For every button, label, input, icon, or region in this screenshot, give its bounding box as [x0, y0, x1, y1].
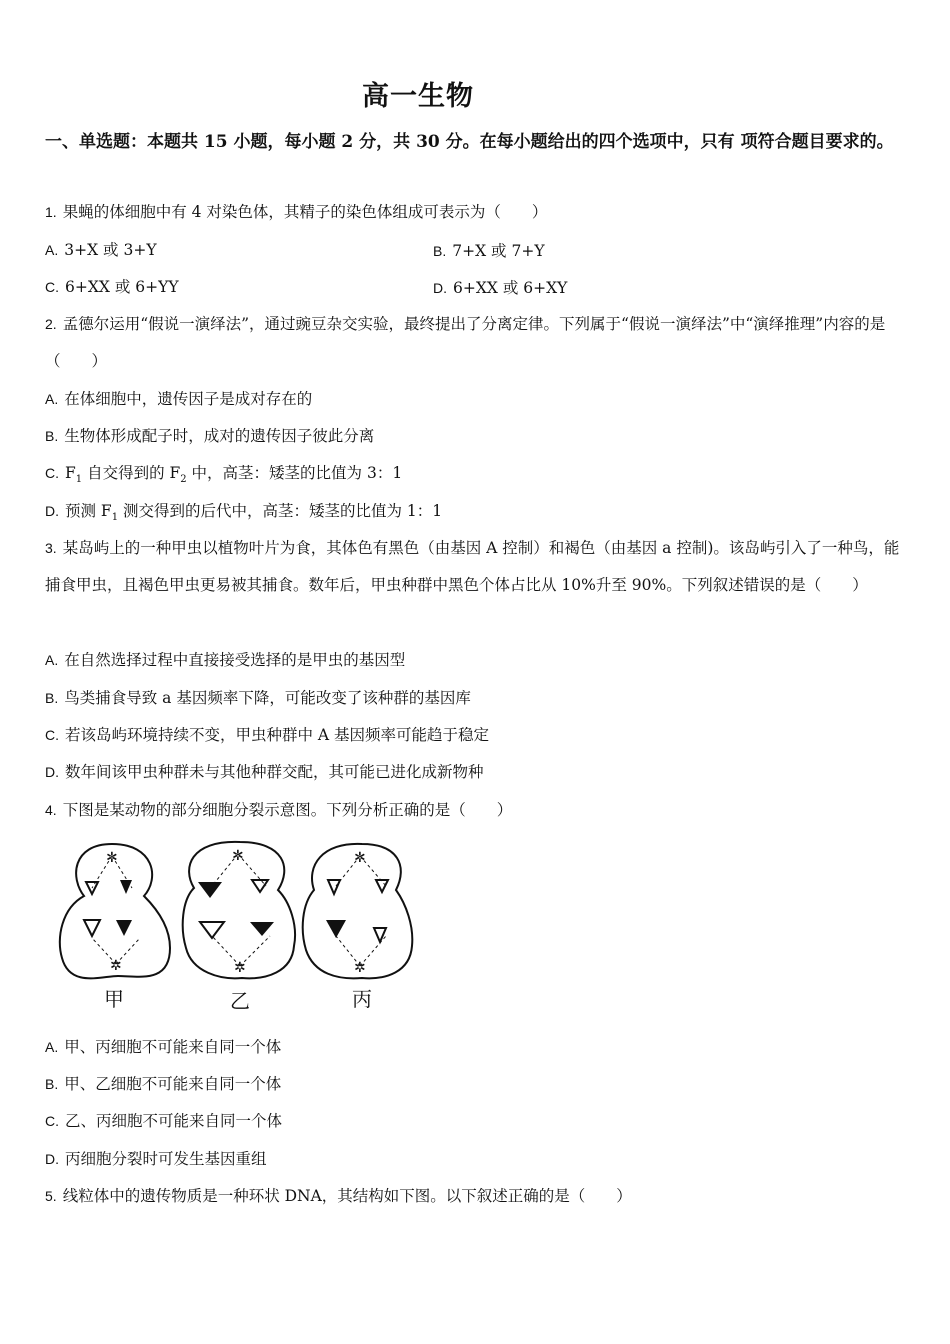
cell-label-jia: 甲	[104, 987, 124, 1011]
section-heading: 一、单选题：本题共 15 小题，每小题 2 分，共 30 分。在每小题给出的四个选项中，只有 项符合题目要求的。	[45, 132, 894, 152]
svg-text:✲: ✲	[110, 958, 122, 974]
q3-option-b: B. 鸟类捕食导致 a 基因频率下降，可能改变了该种群的基因库	[45, 689, 471, 707]
q1-option-a: A. 3+X 或 3+Y	[45, 241, 157, 259]
svg-text:✲: ✲	[354, 960, 366, 976]
question-5-stem: 5. 线粒体中的遗传物质是一种环状 DNA，其结构如下图。以下叙述正确的是（ ）	[45, 1187, 632, 1205]
cell-label-yi: 乙	[230, 989, 250, 1013]
question-2-stem: 2. 孟德尔运用“假说一演绎法”，通过豌豆杂交实验，最终提出了分离定律。下列属于“假说一演绎法”中“演绎推理”内容的是（ ）	[45, 315, 886, 370]
q4-option-a: A. 甲、丙细胞不可能来自同一个体	[45, 1038, 282, 1056]
q1-option-b: B. 7+X 或 7+Y	[433, 242, 545, 260]
cell-division-figure	[52, 838, 414, 1013]
q1-option-d: D. 6+XX 或 6+XY	[433, 279, 568, 297]
q2-option-b: B. 生物体形成配子时，成对的遗传因子彼此分离	[45, 427, 375, 445]
q3-option-a: A. 在自然选择过程中直接接受选择的是甲虫的基因型	[45, 651, 406, 669]
question-3-stem: 3. 某岛屿上的一种甲虫以植物叶片为食，其体色有黑色（由基因 A 控制）和褐色（由基因 a 控制)。该岛屿引入了一种鸟，能捕食甲虫，且褐色甲虫更易被其捕食。数年后，甲虫种群中黑色个体占比从 10%升至 90%。下列叙述错误的是（ ）	[45, 539, 900, 594]
question-number: 1.	[45, 204, 57, 220]
q2-option-a: A. 在体细胞中，遗传因子是成对存在的	[45, 390, 313, 408]
q3-option-c: C. 若该岛屿环境持续不变，甲虫种群中 A 基因频率可能趋于稳定	[45, 726, 490, 744]
q4-option-d: D. 丙细胞分裂时可发生基因重组	[45, 1150, 267, 1168]
page-title: 高一生物	[362, 81, 474, 112]
q2-option-d: D. 预测 $F_1$ 测交得到的后代中，高茎：矮茎的比值为 1：1	[45, 502, 443, 524]
svg-text:✲: ✲	[354, 850, 366, 866]
q1-option-c: C. 6+XX 或 6+YY	[45, 278, 179, 296]
q2-option-c: C. $F_1$ 自交得到的 $F_2$ 中，高茎：矮茎的比值为 3：1	[45, 464, 403, 486]
q4-option-b: B. 甲、乙细胞不可能来自同一个体	[45, 1075, 282, 1093]
question-1-stem: 1. 果蝇的体细胞中有 4 对染色体，其精子的染色体组成可表示为（ ）	[45, 203, 548, 221]
svg-text:✲: ✲	[106, 850, 118, 866]
svg-text:✲: ✲	[234, 960, 246, 976]
svg-text:✲: ✲	[232, 848, 244, 864]
q3-option-d: D. 数年间该甲虫种群未与其他种群交配，其可能已进化成新物种	[45, 763, 484, 781]
q4-option-c: C. 乙、丙细胞不可能来自同一个体	[45, 1112, 283, 1130]
question-4-stem: 4. 下图是某动物的部分细胞分裂示意图。下列分析正确的是（ ）	[45, 801, 513, 819]
cell-label-bing: 丙	[352, 987, 372, 1011]
